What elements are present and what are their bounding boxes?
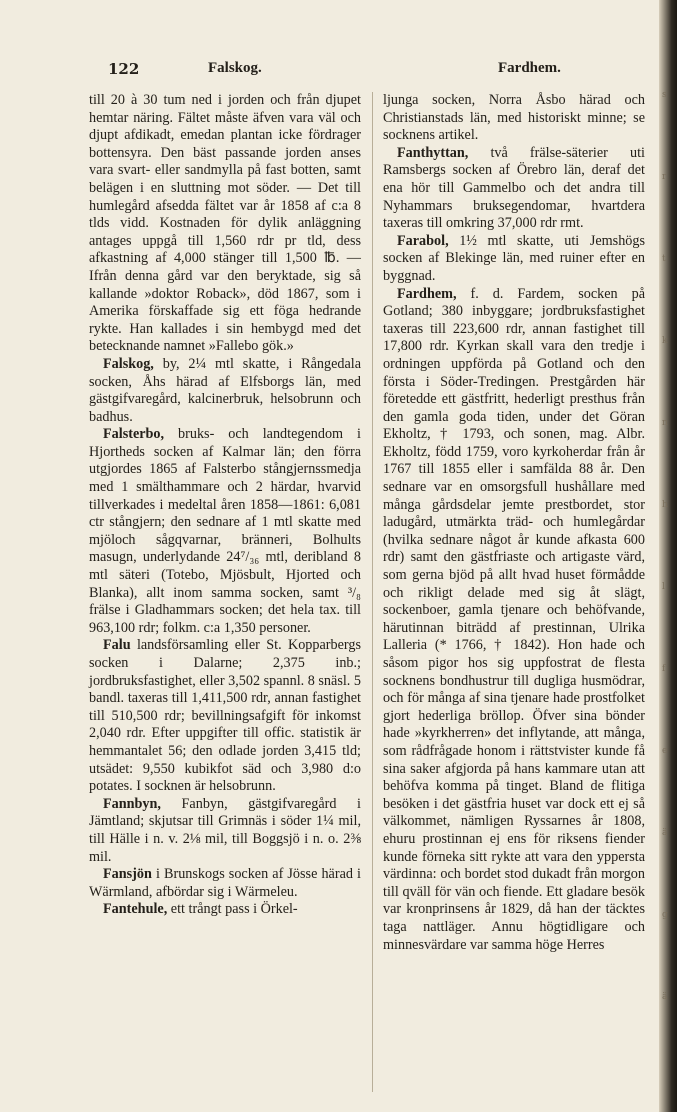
entry-headword: Fansjön xyxy=(103,866,152,883)
edge-glyph: n xyxy=(662,418,668,428)
entry-headword: Fanthyttan, xyxy=(397,144,469,161)
entry-text: f. d. Fardem, socken på Gotland; 380 inbyggare; jordbruksfastighet taxeras till 223,600 rdr, annan fastighet till 17,800 rdr. Kyrkan skall vara den tredje i ordningen uppförda på Gotland och den första i Söder-Tredingen. Prestgården här företedde ett gästfritt, hederligt presthus från den gamla goda tiden, under det Göran Ekholtz, † 1793, och sonen, mag. Albr. Ekholtz, född 1759, voro kyrkoherdar från år 1767 till 1855 eller i samfälda 88 år. Den sednare var en omsorgsfull hushållare med många gårdsdelar jemte prestbordet, stor ladugård, utmärkta träd- och humlegårdar (hvilka sednare något år kunde afkasta 600 rdr) samt den gästfriaste och artigaste värd, som gerna bjöd på allt hvad huset förmådde och rikligt delade med sig åt slägt, sockenboer, gamla tjenare och behöfvande, härutinnan biträdd af prestinnan, Ulrika Lalleria (* 1766, † 1842). Hon hade och såsom pigor hos sig uppfostrat de flesta socknens bondhustrur till dugliga husmödrar, och för många af sina tjenare hade prostfolket gjort hederliga bröllop. Öfver sina bönder hade »kyrkherren» det inflytande, att många, som rådfrågade honom i rättstvister kunde få sina saker afgjorda på hans kammare utan att behöfva komma på tinget. Bland de flitiga besöken i det gästfria huset var dock ett ej så välkommet, nämligen Ryssarnes år 1808, ehuru prostinnan ej ens för riksens fiender kunde förneka sitt rykte att vara den yppersta värdinna: och bordet stod dukadt från morgon till qväll för vän och fiende. Ett gladare besök var kronprinsens år 1829, då han der täcktes taga nattläger. Annu högtidligare och minnesvärdare var samma höge Herres xyxy=(383,285,645,953)
entry-text: ett trångt pass i Örkel- xyxy=(167,901,298,918)
continued-paragraph xyxy=(89,92,361,356)
dictionary-entry xyxy=(89,356,361,426)
running-head-left: Falskog. xyxy=(208,60,262,76)
dictionary-entry xyxy=(89,426,361,637)
edge-glyph: f xyxy=(662,664,666,674)
entry-text: två frälse-säterier uti Ramsbergs socken af Örebro län, deraf det ena hör till Gammelbo och det andra till Nyhammars bruksegendomar, hvartdera taxeras till omkring 37,000 rdr rmt. xyxy=(383,144,645,232)
edge-glyph: h xyxy=(662,500,668,510)
entry-text: till 20 à 30 tum ned i jorden och från djupet hemtar näring. Fältet måste äfven vara väl och djupt afdikadt, emedan plantan icke fördrager bottensyra. Den bäst passande jorden anses vara svart- eller sandmylla på fast botten, samt belägen i en sluttning mot söder. — Det till humlegård afsedda fältet var år 1858 af c:a 8 tlds vidd. Kostnaden för dylik anläggning antages uppgå till 1,560 rdr pr tld, dess afkastning af 4,000 stänger till 1,500 ℔. — Ifrån denna gård var den beryktade, sig så kallande »doktor Roback», död 1867, som i Amerika förskaffade sig ett föga hedrande rykte. Han kallades i sin hembygd med det betecknande namnet »Fallebo gök.» xyxy=(89,92,361,355)
dictionary-entry xyxy=(89,637,361,795)
edge-glyph: g xyxy=(662,910,668,920)
dictionary-entry xyxy=(383,233,645,286)
dictionary-entry xyxy=(89,866,361,901)
dictionary-entry xyxy=(383,145,645,233)
edge-glyph: s xyxy=(662,90,667,100)
entry-headword: Fardhem, xyxy=(397,285,457,302)
dictionary-entry xyxy=(89,796,361,866)
running-head-right: Fardhem. xyxy=(498,60,561,76)
page-header xyxy=(108,60,561,82)
entry-text: by, 2¼ mtl skatte, i Rångedala socken, Åhs härad af Elfsborgs län, med gästgifvaregård, kalcinerbruk, helsobrunn och badhus. xyxy=(89,355,361,425)
entry-headword: Falskog, xyxy=(103,355,154,372)
right-text-column xyxy=(383,92,645,954)
entry-text: bruks- och landtegendom i Hjortheds socken af Kalmar län; den förra utgjordes 1865 af Falsterbo stångjernssmedja med 1 smälthammare och 2 härdar, hvarvid tillverkades i medeltal åren 1858—1861: 6,081 ctr stångjern; den sednare af 1 mtl skatte med mjöloch sågqvarnar, bränneri, Bolhults masugn, underlydande 24⁷/₃₆ mtl, deribland 8 mtl säteri (Totebo, Mjösbult, Hjorted och Blanka), allt inom samma socken, samt ³/₈ frälse i Gladhammars socken; det hela tax. till 963,100 rdr; folkm. c:a 1,350 personer. xyxy=(89,426,361,636)
facing-page-edge xyxy=(659,0,677,1112)
entry-text: i Brunskogs socken af Jösse härad i Wärmland, afbördar sig i Wärmeleu. xyxy=(89,866,361,900)
dictionary-entry xyxy=(89,901,361,919)
edge-glyph: l xyxy=(662,582,665,592)
edge-glyph: ä xyxy=(662,992,668,1002)
dictionary-entry xyxy=(383,286,645,955)
edge-glyph: ä xyxy=(662,828,668,838)
entry-headword: Farabol, xyxy=(397,232,449,249)
edge-glyph: r xyxy=(662,172,667,182)
edge-glyph: k xyxy=(662,336,668,346)
entry-text: landsförsamling eller St. Kopparbergs socken i Dalarne; 2,375 inb.; jordbruksfastighet, eller 3,502 spannl. 8 snäsl. 5 bandl. taxeras till 1,411,500 rdr, annan fastighet till 510,500 rdr; bevillningsafgift för inkomst 2,040 rdr. Efter uppgifter till offic. statistik är hemmantalet 56; den odlade jorden 3,415 tld; utsädet: 9,550 kubikfot säd och 3,980 d:o potates. I socknen är helsobrunn. xyxy=(89,637,361,795)
continued-paragraph xyxy=(383,92,645,145)
edge-glyph: t xyxy=(662,254,666,264)
entry-headword: Fantehule, xyxy=(103,901,168,918)
entry-text: ljunga socken, Norra Åsbo härad och Christianstads län, med historiskt minne; se socknens artikel. xyxy=(383,92,645,144)
page-number: 122 xyxy=(108,60,140,78)
entry-headword: Falsterbo, xyxy=(103,426,165,443)
entry-text: Fanbyn, gästgifvaregård i Jämtland; skjutsar till Grimnäs i söder 1¼ mil, till Hälle i n. v. 2⅛ mil, till Boggsjö i n. o. 2⅜ mil. xyxy=(89,795,361,865)
entry-text: 1½ mtl skatte, uti Jemshögs socken af Blekinge län, med ruiner efter en byggnad. xyxy=(383,232,645,284)
left-text-column xyxy=(89,92,361,919)
entry-headword: Fannbyn, xyxy=(103,795,161,812)
edge-glyph: e xyxy=(662,746,668,756)
entry-headword: Falu xyxy=(103,637,131,654)
column-divider xyxy=(372,92,373,1092)
